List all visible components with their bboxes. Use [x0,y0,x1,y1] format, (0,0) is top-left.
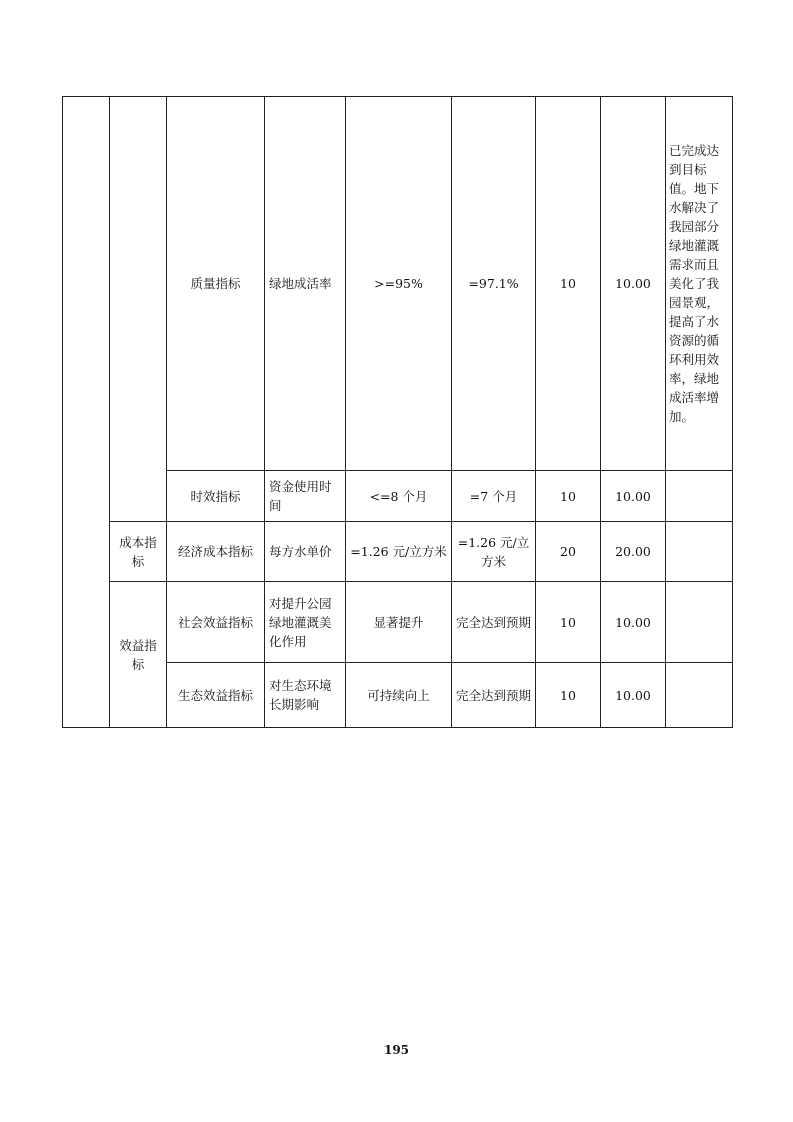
target-value-cell: <=8 个月 [346,471,452,522]
deviation-note-cell: 已完成达到目标值。地下水解决了我园部分绿地灌溉需求而且美化了我园景观，提高了水资源的循环利用效率，绿地成活率增加。 [666,97,733,471]
table-row [63,582,733,663]
table-row [63,97,733,471]
actual-value-cell: =97.1% [452,97,536,471]
actual-value-cell: =1.26 元/立方米 [452,522,536,582]
level3-category-cell: 质量指标 [167,97,265,471]
indicator-name-cell: 资金使用时间 [265,471,346,522]
deviation-note-cell [666,663,733,728]
weight-cell: 20 [536,522,601,582]
indicator-name-cell: 对生态环境长期影响 [265,663,346,728]
deviation-note-cell [666,582,733,663]
page-number: 195 [383,1043,410,1057]
score-cell: 10.00 [601,663,666,728]
score-cell: 10.00 [601,97,666,471]
deviation-note-cell [666,522,733,582]
level2-category-cell [110,97,167,522]
actual-value-cell: =7 个月 [452,471,536,522]
score-cell: 20.00 [601,522,666,582]
level3-category-cell: 时效指标 [167,471,265,522]
actual-value-cell: 完全达到预期 [452,663,536,728]
level3-category-cell: 社会效益指标 [167,582,265,663]
target-value-cell: 显著提升 [346,582,452,663]
weight-cell: 10 [536,97,601,471]
score-cell: 10.00 [601,582,666,663]
level2-category-cell: 成本指标 [110,522,167,582]
target-value-cell: >=95% [346,97,452,471]
performance-indicator-table [62,96,733,728]
actual-value-cell: 完全达到预期 [452,582,536,663]
target-value-cell: =1.26 元/立方米 [346,522,452,582]
indicator-name-cell: 对提升公园绿地灌溉美化作用 [265,582,346,663]
level3-category-cell: 生态效益指标 [167,663,265,728]
deviation-note-cell [666,471,733,522]
level2-category-cell: 效益指标 [110,582,167,728]
indicator-name-cell: 绿地成活率 [265,97,346,471]
weight-cell: 10 [536,582,601,663]
weight-cell: 10 [536,663,601,728]
target-value-cell: 可持续向上 [346,663,452,728]
level1-category-cell [63,97,110,728]
indicator-name-cell: 每方水单价 [265,522,346,582]
level3-category-cell: 经济成本指标 [167,522,265,582]
score-cell: 10.00 [601,471,666,522]
table-row [63,522,733,582]
weight-cell: 10 [536,471,601,522]
